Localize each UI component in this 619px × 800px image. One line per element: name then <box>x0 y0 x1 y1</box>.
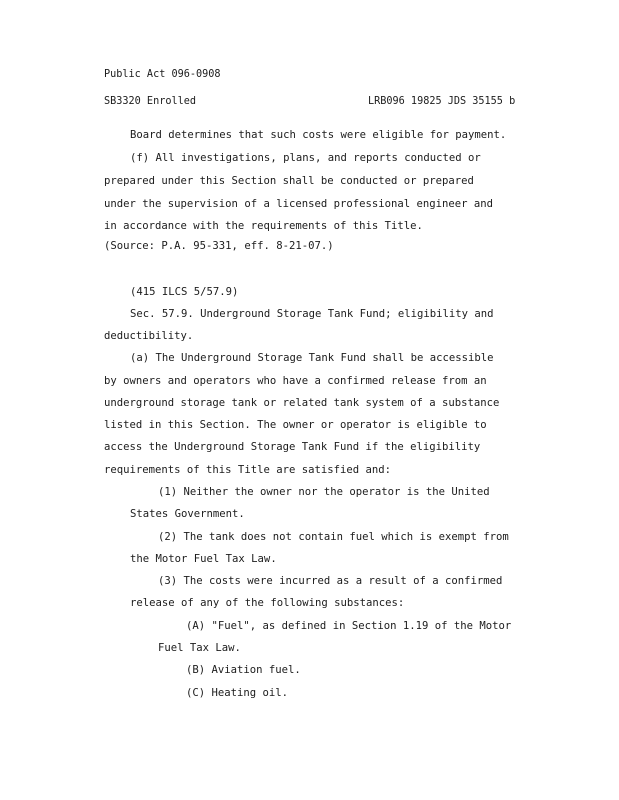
section-heading: Sec. 57.9. Underground Storage Tank Fund; eligibility and <box>130 308 494 320</box>
bill-number: SB3320 Enrolled <box>104 96 197 107</box>
body-line: underground storage tank or related tank system of a substance <box>104 397 500 409</box>
sub-list-item: (C) Heating oil. <box>186 687 289 699</box>
body-line: in accordance with the requirements of this Title. <box>104 220 423 232</box>
body-line: under the supervision of a licensed professional engineer and <box>104 198 494 210</box>
list-item: (3) The costs were incurred as a result of a confirmed <box>158 575 503 587</box>
body-line: listed in this Section. The owner or operator is eligible to <box>104 419 487 431</box>
public-act-number: Public Act 096-0908 <box>104 69 221 80</box>
body-line: (f) All investigations, plans, and reports conducted or <box>130 152 481 164</box>
list-item: the Motor Fuel Tax Law. <box>130 553 277 565</box>
body-line: access the Underground Storage Tank Fund if the eligibility <box>104 441 481 453</box>
body-line: (a) The Underground Storage Tank Fund shall be accessible <box>130 352 494 364</box>
body-line: Board determines that such costs were eligible for payment. <box>130 129 507 141</box>
source-citation: (Source: P.A. 95-331, eff. 8-21-07.) <box>104 240 334 252</box>
body-line: by owners and operators who have a confirmed release from an <box>104 375 487 387</box>
list-item: (2) The tank does not contain fuel which is exempt from <box>158 531 509 543</box>
sub-list-item: (A) "Fuel", as defined in Section 1.19 of the Motor <box>186 620 512 632</box>
lrb-number: LRB096 19825 JDS 35155 b <box>368 96 516 107</box>
list-item: States Government. <box>130 508 245 520</box>
list-item: (1) Neither the owner nor the operator is the United <box>158 486 490 498</box>
sub-list-item: Fuel Tax Law. <box>158 642 241 654</box>
body-line: prepared under this Section shall be conducted or prepared <box>104 175 474 187</box>
statute-citation: (415 ILCS 5/57.9) <box>130 286 239 298</box>
sub-list-item: (B) Aviation fuel. <box>186 664 301 676</box>
list-item: release of any of the following substances: <box>130 597 405 609</box>
section-heading: deductibility. <box>104 330 194 342</box>
body-line: requirements of this Title are satisfied and: <box>104 464 392 476</box>
